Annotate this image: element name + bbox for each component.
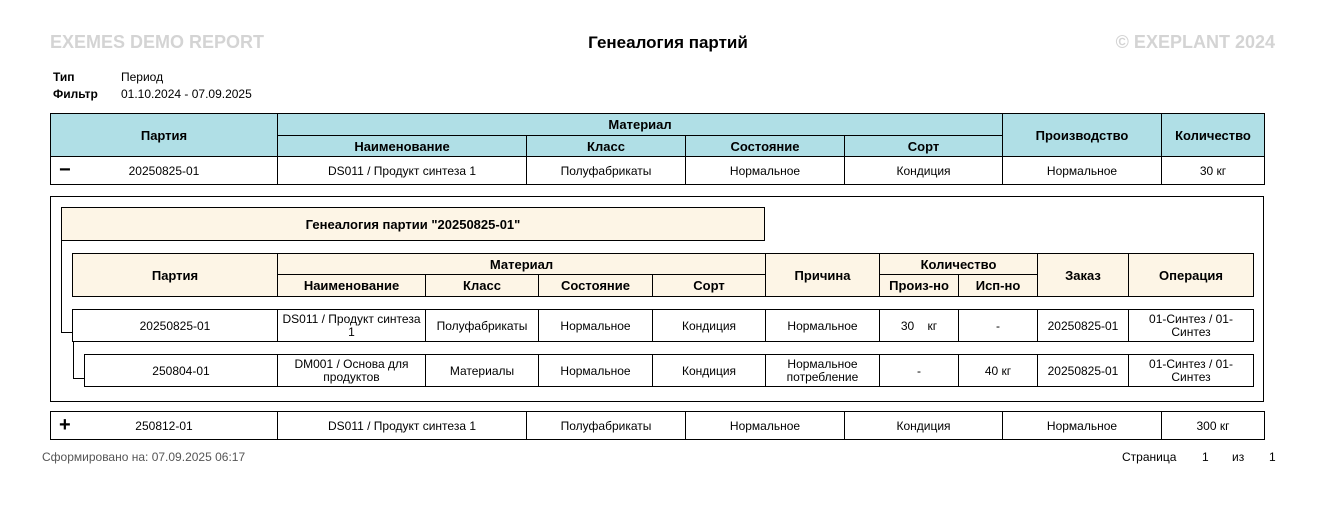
type-value: Период (121, 70, 164, 84)
class-cell: Полуфабрикаты (527, 412, 686, 440)
quantity-cell: 30 кг (1162, 157, 1265, 185)
table-row[interactable] (51, 412, 1265, 440)
grade-cell: Кондиция (845, 412, 1003, 440)
watermark-right: © EXEPLANT 2024 (1115, 32, 1275, 52)
col-class: Класс (527, 136, 686, 157)
type-label: Тип (53, 70, 75, 84)
filter-label: Фильтр (53, 87, 98, 101)
batch-value: 250812-01 (135, 418, 193, 433)
gen-state-cell: Нормальное (539, 310, 653, 342)
main-table (50, 113, 1265, 185)
genealogy-title: Генеалогия партии "20250825-01" (61, 207, 765, 241)
collapse-toggle[interactable]: − (59, 158, 71, 181)
col-state: Состояние (686, 136, 845, 157)
batch-value: 20250825-01 (128, 163, 200, 178)
genealogy-row-table (84, 354, 1254, 387)
gen-col-state: Состояние (539, 275, 653, 297)
gen-used-cell: 40 кг (959, 355, 1038, 387)
gen-col-material: Материал (278, 254, 766, 275)
genealogy-row-table (72, 309, 1254, 342)
produced-num: 30 (900, 318, 915, 333)
gen-order-cell: 20250825-01 (1038, 310, 1129, 342)
tree-line (73, 342, 74, 379)
gen-batch-cell: 20250825-01 (73, 310, 278, 342)
tree-line (61, 241, 62, 333)
page-number: 1 (1202, 450, 1209, 464)
col-material: Материал (278, 114, 1003, 136)
grade-cell: Кондиция (845, 157, 1003, 185)
gen-reason-cell: Нормальное (766, 310, 880, 342)
gen-col-order: Заказ (1038, 254, 1129, 297)
gen-used-cell: - (959, 310, 1038, 342)
gen-state-cell: Нормальное (539, 355, 653, 387)
gen-col-reason: Причина (766, 254, 880, 297)
gen-class-cell: Материалы (426, 355, 539, 387)
gen-order-cell: 20250825-01 (1038, 355, 1129, 387)
col-quantity: Количество (1162, 114, 1265, 157)
generated-timestamp: Сформировано на: 07.09.2025 06:17 (42, 450, 246, 464)
expand-toggle[interactable]: + (59, 413, 71, 436)
class-cell: Полуфабрикаты (527, 157, 686, 185)
name-cell: DS011 / Продукт синтеза 1 (278, 157, 527, 185)
gen-class-cell: Полуфабрикаты (426, 310, 539, 342)
gen-col-quantity: Количество (880, 254, 1038, 275)
page-title: Генеалогия партий (588, 33, 748, 52)
gen-col-name: Наименование (278, 275, 426, 297)
production-cell: Нормальное (1003, 157, 1162, 185)
table-row[interactable] (73, 310, 1254, 342)
col-name: Наименование (278, 136, 527, 157)
col-batch: Партия (51, 114, 278, 157)
filter-value: 01.10.2024 - 07.09.2025 (121, 87, 252, 101)
table-row[interactable] (51, 157, 1265, 185)
gen-col-operation: Операция (1129, 254, 1254, 297)
gen-grade-cell: Кондиция (653, 355, 766, 387)
gen-col-produced: Произ-но (880, 275, 959, 297)
gen-col-grade: Сорт (653, 275, 766, 297)
produced-unit: кг (927, 318, 938, 333)
gen-col-batch: Партия (73, 254, 278, 297)
gen-reason-cell: Нормальное потребление (766, 355, 880, 387)
gen-operation-cell: 01-Синтез / 01-Синтез (1129, 310, 1254, 342)
gen-name-cell: DM001 / Основа для продуктов (278, 355, 426, 387)
gen-name-cell: DS011 / Продукт синтеза 1 (278, 310, 426, 342)
production-cell: Нормальное (1003, 412, 1162, 440)
batch-cell (51, 157, 278, 185)
page-of-label: из (1232, 450, 1245, 464)
gen-col-class: Класс (426, 275, 539, 297)
gen-produced-cell: - (880, 355, 959, 387)
state-cell: Нормальное (686, 412, 845, 440)
table-row[interactable] (85, 355, 1254, 387)
gen-batch-cell: 250804-01 (85, 355, 278, 387)
page-label: Страница (1122, 450, 1177, 464)
col-grade: Сорт (845, 136, 1003, 157)
state-cell: Нормальное (686, 157, 845, 185)
genealogy-header (72, 253, 1254, 297)
batch-cell (51, 412, 278, 440)
quantity-cell: 300 кг (1162, 412, 1265, 440)
watermark-left: EXEMES DEMO REPORT (50, 32, 265, 52)
gen-col-used: Исп-но (959, 275, 1038, 297)
main-table-row2 (50, 411, 1265, 440)
gen-grade-cell: Кондиция (653, 310, 766, 342)
name-cell: DS011 / Продукт синтеза 1 (278, 412, 527, 440)
gen-operation-cell: 01-Синтез / 01-Синтез (1129, 355, 1254, 387)
col-production: Производство (1003, 114, 1162, 157)
gen-produced-cell (880, 310, 959, 342)
page-total: 1 (1269, 450, 1276, 464)
